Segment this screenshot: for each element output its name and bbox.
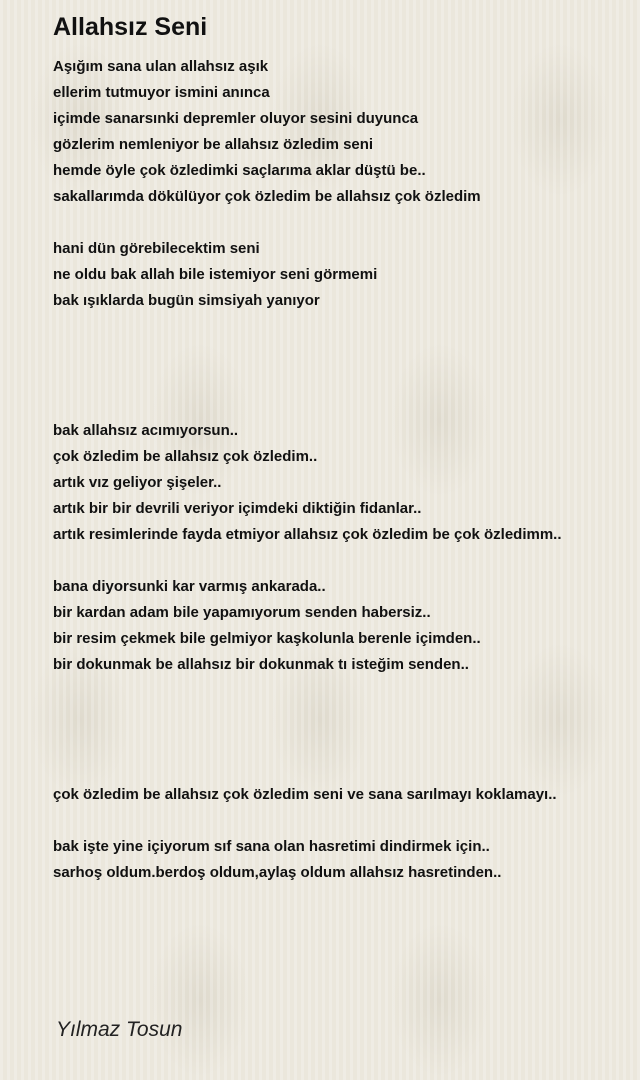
poem-line: bana diyorsunki kar varmış ankarada.. (53, 578, 326, 595)
poem-line: içimde sanarsınki depremler oluyor sesini duyunca (53, 110, 419, 127)
poem-line: bak allahsız acımıyorsun.. (53, 422, 239, 439)
poem-line: bir dokunmak be allahsız bir dokunmak tı isteğim senden.. (53, 656, 469, 673)
stanza-break (53, 366, 628, 392)
poem-line: sarhoş oldum.berdoş oldum,aylaş oldum allahsız hasretinden.. (53, 864, 502, 881)
poem-line: bir resim çekmek bile gelmiyor kaşkolunla berenle içimden.. (53, 630, 481, 647)
poem-title: Allahsız Seni (53, 13, 208, 41)
poem-line: çok özledim be allahsız çok özledim.. (53, 448, 318, 465)
poem-line: bak işte yine içiyorum sıf sana olan hasretimi dindirmek için.. (53, 838, 490, 855)
stanza-break (53, 730, 628, 756)
poem-author: Yılmaz Tosun (56, 1018, 183, 1041)
stanza-break (53, 808, 628, 834)
poem-line: sakallarımda dökülüyor çok özledim be allahsız çok özledim (53, 188, 481, 205)
poem-line: ne oldu bak allah bile istemiyor seni görmemi (53, 266, 378, 283)
stanza-break (53, 548, 628, 574)
poem-line: bak ışıklarda bugün simsiyah yanıyor (53, 292, 320, 309)
poem-line: artık bir bir devrili veriyor içimdeki diktiğin fidanlar.. (53, 500, 422, 517)
poem-line: ellerim tutmuyor ismini anınca (53, 84, 270, 101)
stanza-break (53, 678, 628, 704)
poem-line: artık vız geliyor şişeler.. (53, 474, 222, 491)
stanza-break (53, 314, 628, 340)
poem-body (53, 54, 628, 886)
poem-line: hani dün görebilecektim seni (53, 240, 260, 257)
stanza-break (53, 392, 628, 418)
stanza-break (53, 210, 628, 236)
poem-line: Aşığım sana ulan allahsız aşık (53, 58, 269, 75)
poem-line: bir kardan adam bile yapamıyorum senden habersiz.. (53, 604, 431, 621)
stanza-break (53, 756, 628, 782)
poem-line: artık resimlerinde fayda etmiyor allahsız çok özledim be çok özledimm.. (53, 526, 562, 543)
poem-line: hemde öyle çok özledimki saçlarıma aklar düştü be.. (53, 162, 426, 179)
poem-line: çok özledim be allahsız çok özledim seni ve sana sarılmayı koklamayı.. (53, 786, 557, 803)
stanza-break (53, 340, 628, 366)
stanza-break (53, 704, 628, 730)
poem-line: gözlerim nemleniyor be allahsız özledim seni (53, 136, 374, 153)
